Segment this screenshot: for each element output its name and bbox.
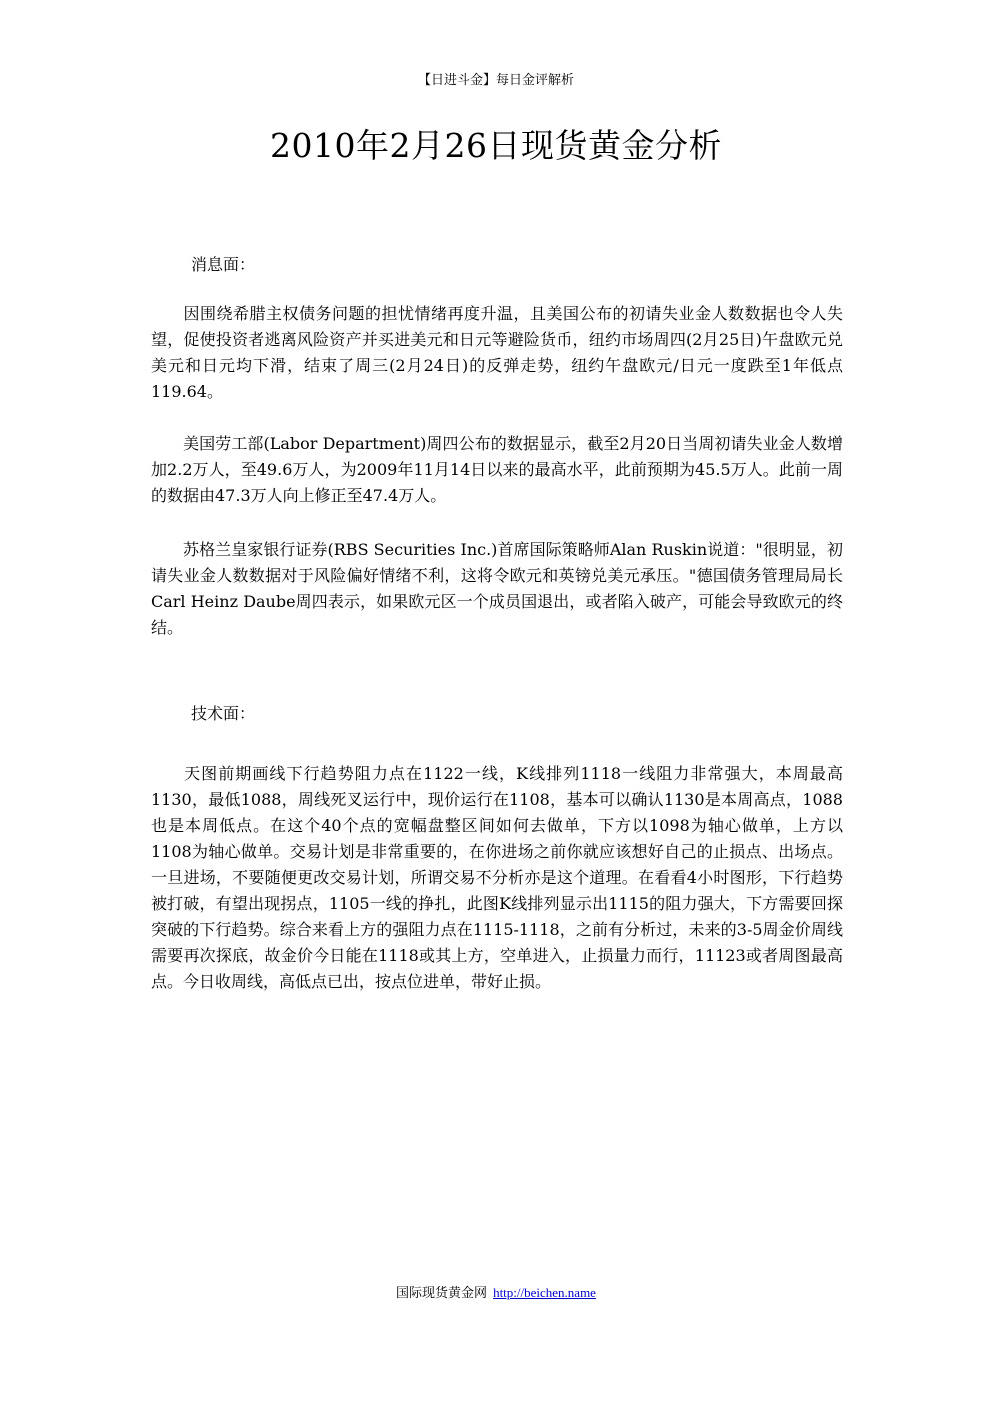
news-paragraph-1: [151, 301, 843, 405]
footer-site-name: 国际现货黄金网: [396, 1286, 488, 1301]
technical-paragraph: [151, 761, 843, 995]
footer-link[interactable]: http://beichen.name: [493, 1285, 596, 1300]
news-section-label: 消息面：: [191, 255, 256, 274]
news-paragraph-2-text: 美国劳工部(Labor Department)周四公布的数据显示，截至2月20日当周初请失业金人数增加2.2万人，至49.6万人，为2009年11月14日以来的最高水平，此前预期为45.5万人。此前一周的数据由47.3万人向上修正至47.4万人。: [151, 434, 843, 505]
technical-paragraph-text: 天图前期画线下行趋势阻力点在1122一线，K线排列1118一线阻力非常强大，本周最高1130，最低1088，周线死叉运行中，现价运行在1108，基本可以确认1130是本周高点，1088也是本周低点。在这个40个点的宽幅盘整区间如何去做单，下方以1098为轴心做单，上方以1108为轴心做单。交易计划是非常重要的，在你进场之前你就应该想好自己的止损点、出场点。一旦进场，不要随便更改交易计划，所谓交易不分析亦是这个道理。在看看4小时图形，下行趋势被打破，有望出现拐点，1105一线的挣扎，此图K线排列显示出1115的阻力强大，下方需要回探突破的下行趋势。综合来看上方的强阻力点在1115-1118，之前有分析过，未来的3-5周金价周线需要再次探底，故金价今日能在1118或其上方，空单进入，止损量力而行，11123或者周图最高点。今日收周线，高低点已出，按点位进单，带好止损。: [151, 764, 843, 991]
news-paragraph-1-text: 因围绕希腊主权债务问题的担忧情绪再度升温，且美国公布的初请失业金人数数据也令人失望，促使投资者逃离风险资产并买进美元和日元等避险货币，纽约市场周四(2月25日)午盘欧元兑美元和日元均下滑，结束了周三(2月24日)的反弹走势，纽约午盘欧元/日元一度跌至1年低点119.64。: [151, 304, 843, 401]
page-footer: [0, 1284, 992, 1303]
news-paragraph-2: [151, 431, 843, 509]
page-title: 2010年2月26日现货黄金分析: [270, 126, 722, 165]
technical-section-label: 技术面：: [191, 704, 256, 723]
news-paragraph-3: [151, 537, 843, 641]
page-header: 【日进斗金】每日金评解析: [417, 73, 574, 88]
news-paragraph-3-text: 苏格兰皇家银行证券(RBS Securities Inc.)首席国际策略师Alan Ruskin说道："很明显，初请失业金人数数据对于风险偏好情绪不利，这将令欧元和英镑兑美元承压。"德国债务管理局局长Carl Heinz Daube周四表示，如果欧元区一个成员国退出，或者陷入破产，可能会导致欧元的终结。: [151, 540, 843, 637]
